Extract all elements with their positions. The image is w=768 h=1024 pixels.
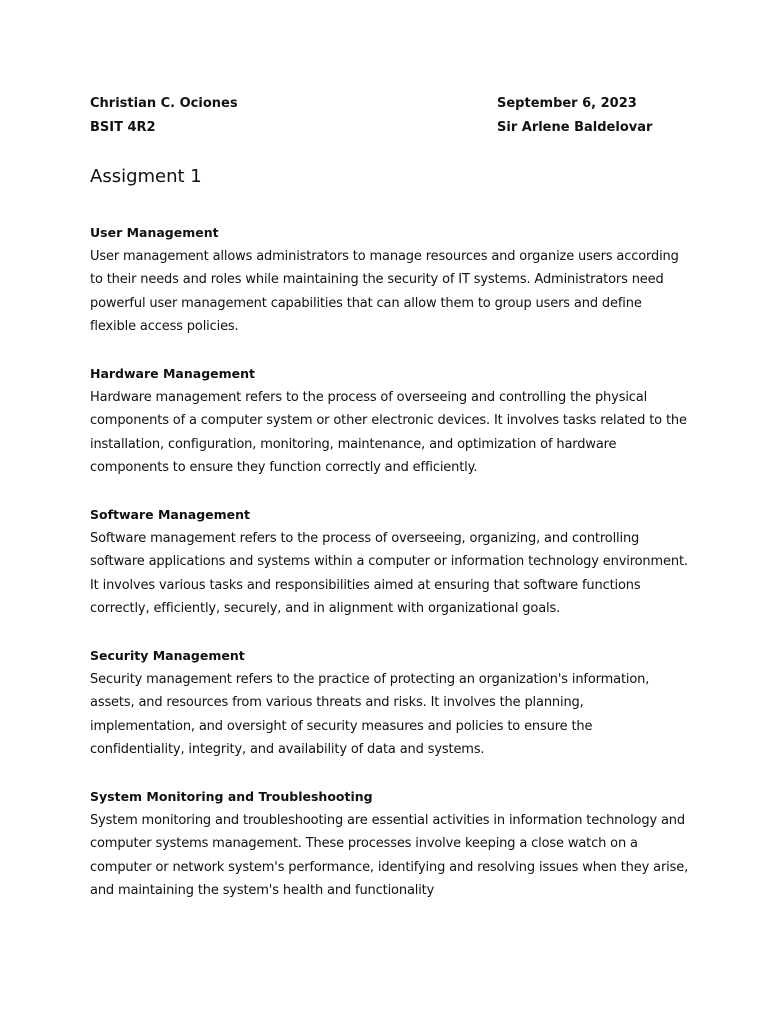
section-user-management xyxy=(90,221,690,339)
page-title: Assigment 1 xyxy=(90,166,202,187)
header-left xyxy=(90,92,238,140)
section-heading: Software Management xyxy=(90,507,250,522)
instructor-name: Sir Arlene Baldelovar xyxy=(497,120,653,135)
section-text: Software management refers to the process of overseeing, organizing, and controlling software applications and systems within a computer or information technology environment. It involves various tasks and responsibilities aimed at ensuring that software functions correctly, efficiently, securely, and in alignment with organizational goals. xyxy=(90,530,688,616)
section-text: User management allows administrators to manage resources and organize users according to their needs and roles while maintaining the security of IT systems. Administrators need powerful user management capabilities that can allow them to group users and define flexible access policies. xyxy=(90,248,679,334)
section-text: Security management refers to the practice of protecting an organization's information, assets, and resources from various threats and risks. It involves the planning, implementation, and oversight of security measures and policies to ensure the confidentiality, integrity, and availability of data and systems. xyxy=(90,671,650,757)
document-date: September 6, 2023 xyxy=(497,96,637,111)
section-heading: Hardware Management xyxy=(90,366,255,381)
section-heading: User Management xyxy=(90,225,219,240)
section-system-monitoring xyxy=(90,785,690,903)
section-text: System monitoring and troubleshooting are essential activities in information technology and computer systems management. These processes involve keeping a close watch on a computer or network system's performance, identifying and resolving issues when they arise, and maintaining the system's health and functionality xyxy=(90,812,689,898)
student-name: Christian C. Ociones xyxy=(90,96,238,111)
section-hardware-management xyxy=(90,362,690,480)
section-heading: Security Management xyxy=(90,648,245,663)
section-security-management xyxy=(90,644,690,762)
section-software-management xyxy=(90,503,690,621)
section-heading: System Monitoring and Troubleshooting xyxy=(90,789,373,804)
student-section: BSIT 4R2 xyxy=(90,120,156,135)
section-text: Hardware management refers to the process of overseeing and controlling the physical components of a computer system or other electronic devices. It involves tasks related to the installation, configuration, monitoring, maintenance, and optimization of hardware components to ensure they function correctly and efficiently. xyxy=(90,389,687,475)
document-body xyxy=(90,221,690,926)
header-right xyxy=(497,92,652,140)
